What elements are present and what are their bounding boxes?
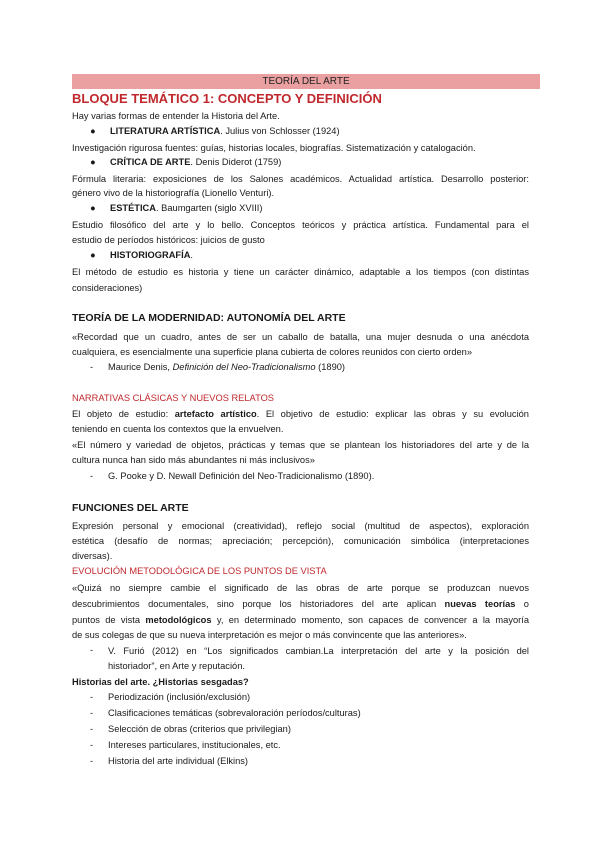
list-item: - Historia del arte individual (Elkins)	[90, 756, 249, 766]
closing-text: El método de estudio es historia y tiene un carácter dinámico, adaptable a los tiempos (con distintas	[72, 267, 529, 277]
body-text: estética (desafío de normas; apreciación; percepción), comunicación simbólica (interpretaciones	[72, 536, 529, 546]
subsection-heading: EVOLUCIÓN METODOLÓGICA DE LOS PUNTOS DE VISTA	[72, 566, 327, 576]
intro-text: Hay varias formas de entender la Historia del Arte.	[72, 111, 280, 121]
item-desc: Investigación rigurosa fuentes: guías, historias locales, biografías. Sistematización y catalogación.	[72, 143, 476, 153]
section-heading: FUNCIONES DEL ARTE	[72, 502, 189, 514]
list-item: - Clasificaciones temáticas (sobrevaloración períodos/culturas)	[90, 708, 361, 718]
quote-text: «Recordad que un cuadro, antes de ser un caballo de batalla, una mujer desnuda o una anécdota	[72, 332, 529, 342]
list-item: - Periodización (inclusión/exclusión)	[90, 692, 251, 702]
body-text: Expresión personal y emocional (creatividad), reflejo social (multitud de aspectos), exploración	[72, 521, 529, 531]
bullet-icon: ●	[90, 203, 96, 213]
dash-marker: -	[90, 740, 94, 750]
dash-marker: -	[90, 756, 94, 766]
subsection-heading: NARRATIVAS CLÁSICAS Y NUEVOS RELATOS	[72, 393, 275, 403]
bullet-icon: ●	[90, 250, 96, 260]
bullet-icon: ●	[90, 126, 96, 136]
item-desc: Estudio filosófico del arte y lo bello. Conceptos teóricos y práctica artística. Fundamental para el	[72, 220, 529, 230]
quote-text: cualquiera, es esencialmente una superficie plana cubierta de colores reunidos con cierto orden»	[72, 347, 473, 357]
quote-text: «El número y variedad de objetos, prácticas y temas que se plantean los historiadores del arte y de la	[72, 440, 529, 450]
quote-text: cultura nunca han sido más abundantes ni más inclusivos»	[72, 455, 315, 465]
term: LITERATURA ARTÍSTICA	[110, 126, 221, 136]
list-item: ● ESTÉTICA. Baumgarten (siglo XVIII)	[90, 203, 263, 213]
term: ESTÉTICA	[110, 203, 156, 213]
dash-marker: -	[90, 708, 94, 718]
dash-marker: -	[90, 362, 94, 372]
item-desc: género vivo de la historiografía (Lionello Venturi).	[72, 188, 275, 198]
quote-text: de sus colegas de que su nueva interpretación es mejor o más convincente que las anteriores».	[72, 630, 467, 640]
dash-marker: -	[90, 724, 94, 734]
list-item: - Intereses particulares, institucionales, etc.	[90, 740, 281, 750]
list-item: ● LITERATURA ARTÍSTICA. Julius von Schlosser (1924)	[90, 126, 340, 136]
closing-text: consideraciones)	[72, 283, 143, 293]
quote-text: descubrimientos documentales, sino porque los historiadores del arte aplican nuevas teorías o	[72, 599, 529, 609]
bullet-icon: ●	[90, 157, 96, 167]
citation: - Maurice Denis, Definición del Neo-Tradicionalismo (1890)	[90, 362, 346, 372]
body-text: El objeto de estudio: artefacto artístico. El objetivo de estudio: explicar las obras y su evolución	[72, 409, 529, 419]
body-text: teniendo en cuenta los contextos que la envuelven.	[72, 424, 284, 434]
citation-text: V. Furió (2012) en “Los significados cambian.La interpretación del arte y la posición del	[108, 646, 529, 656]
citation-text: historiador”, en Arte y reputación.	[108, 661, 245, 671]
term: HISTORIOGRAFÍA	[110, 250, 191, 260]
list-item: - Selección de obras (criterios que privilegian)	[90, 724, 291, 734]
list-item: ● CRÍTICA DE ARTE. Denis Diderot (1759)	[90, 157, 282, 167]
citation: - G. Pooke y D. Newall Definición del Neo-Tradicionalismo (1890).	[90, 471, 375, 481]
body-text: diversas).	[72, 551, 113, 561]
section-heading: TEORÍA DE LA MODERNIDAD: AUTONOMÍA DEL ARTE	[72, 312, 346, 324]
item-desc: estudio de períodos históricos: juicios de gusto	[72, 235, 265, 245]
dash-marker: -	[90, 645, 94, 655]
dash-marker: -	[90, 471, 94, 481]
dash-marker: -	[90, 692, 94, 702]
item-desc: Fórmula literaria: exposiciones de los Salones académicos. Actualidad artística. Desarrollo posterior:	[72, 174, 529, 184]
list-item: ● HISTORIOGRAFÍA.	[90, 250, 193, 260]
section-heading: BLOQUE TEMÁTICO 1: CONCEPTO Y DEFINICIÓN	[72, 91, 382, 106]
bias-heading: Historias del arte. ¿Historias sesgadas?	[72, 677, 249, 687]
citation	[90, 645, 108, 655]
quote-text: «Quizá no siempre cambie el significado de las obras de arte porque se produzcan nuevos	[72, 583, 529, 593]
term: CRÍTICA DE ARTE	[110, 157, 191, 167]
quote-text: puntos de vista metodológicos y, en determinado momento, son capaces de convencer a la mayoría	[72, 615, 529, 625]
header-title: TEORÍA DEL ARTE	[72, 74, 540, 89]
